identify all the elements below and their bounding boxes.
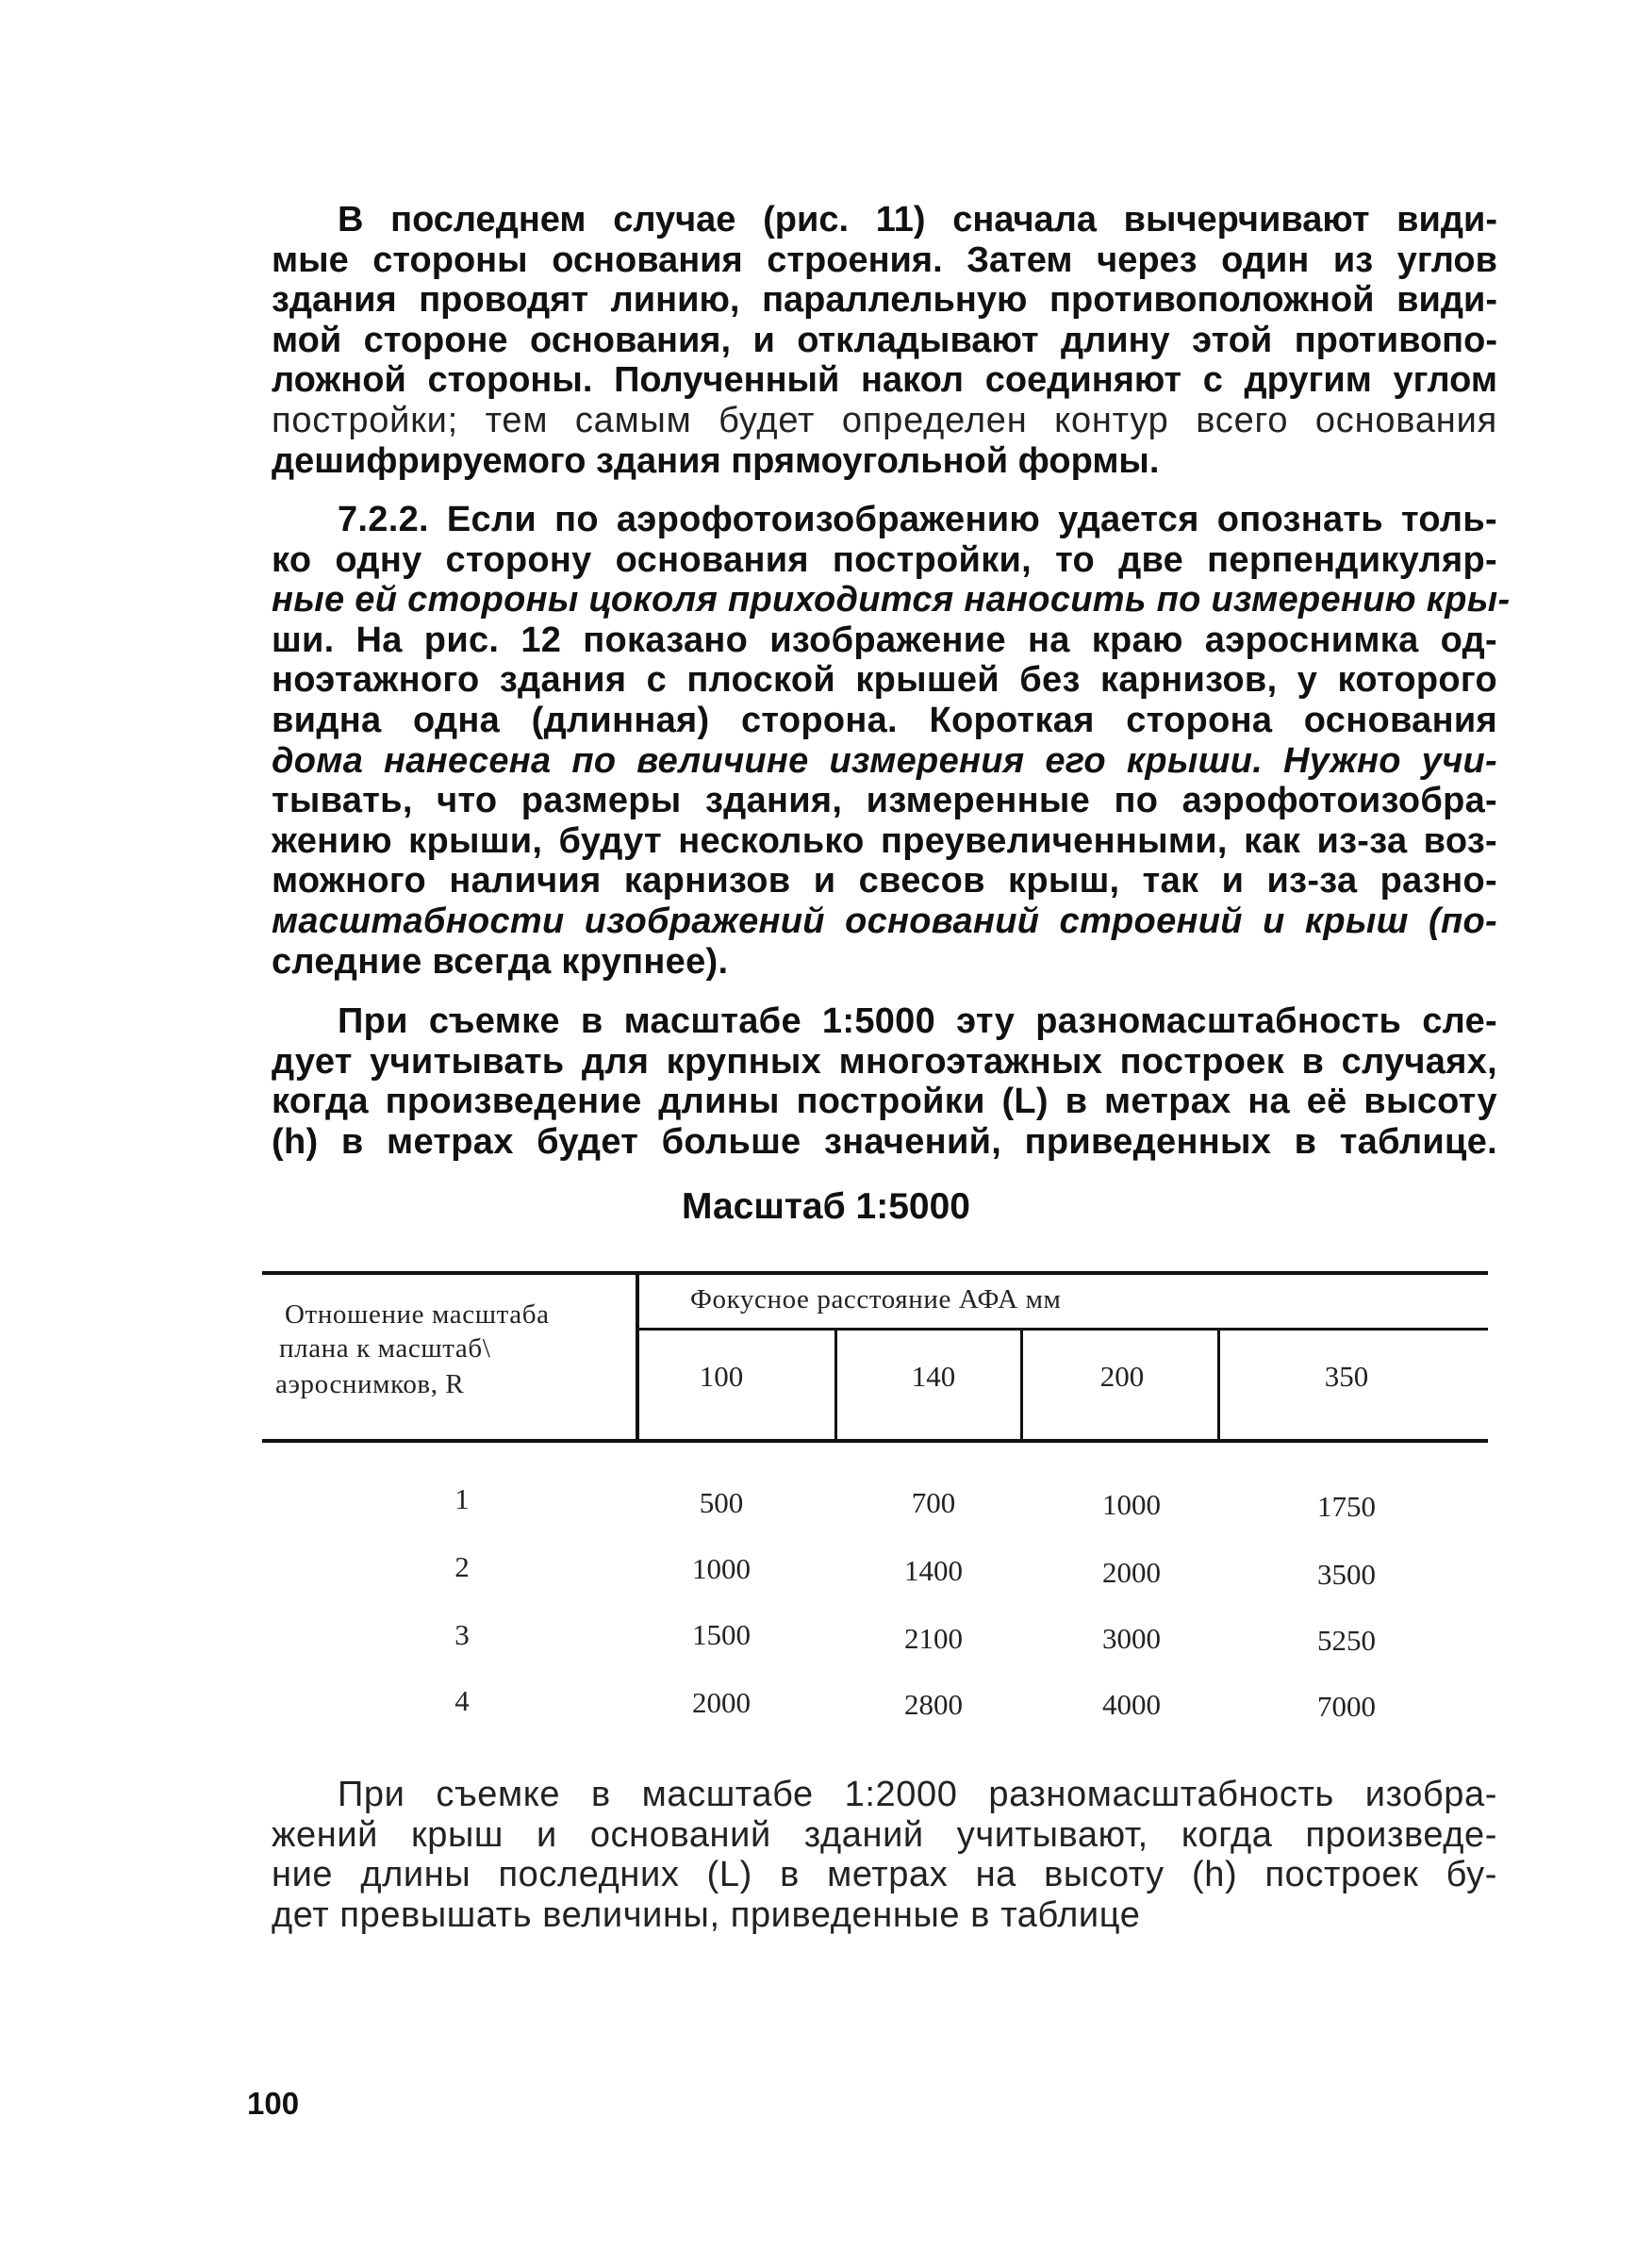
table-cell: 2000 <box>1102 1556 1161 1589</box>
text-line: дома нанесена по величине измерения его крыши. Нужно учи- <box>272 740 1497 781</box>
text-line: ши. На рис. 12 показано изображение на краю аэроснимка од- <box>272 620 1497 660</box>
page-number: 100 <box>247 2086 300 2121</box>
text-line: здания проводят линию, параллельную противоположной види- <box>272 280 1497 321</box>
text-line: При съемке в масштабе 1:5000 эту разномасштабность сле- <box>338 1001 1497 1041</box>
table-column-header: 350 <box>1324 1360 1369 1393</box>
table-cell: 1500 <box>692 1618 751 1651</box>
text-line: ко одну сторону основания постройки, то две перпендикуляр- <box>272 539 1497 580</box>
text-line: дет превышать величины, приведенные в таблице <box>272 1894 1141 1935</box>
paragraph-4 <box>272 1775 1497 1935</box>
table-cell-r: 2 <box>454 1550 470 1583</box>
table-cell-r: 1 <box>454 1482 470 1515</box>
table-cell: 7000 <box>1317 1690 1376 1723</box>
table-cell: 2000 <box>692 1686 751 1719</box>
text-line: мые стороны основания строения. Затем через один из углов <box>272 240 1497 280</box>
table-column-header: 140 <box>911 1360 956 1393</box>
text-line: масштабности изображений оснований строений и крыш (по- <box>272 901 1497 941</box>
text-line: можного наличия карнизов и свесов крыш, так и из-за разно- <box>272 861 1497 901</box>
table-column-header: 100 <box>699 1360 744 1393</box>
text-line: При съемке в масштабе 1:2000 разномасштабность изобра- <box>338 1775 1497 1814</box>
table-column-header: 200 <box>1099 1360 1145 1393</box>
text-line: постройки; тем самым будет определен контур всего основания <box>272 400 1497 440</box>
table-column-divider <box>636 1271 639 1443</box>
table-caption: Масштаб 1:5000 <box>681 1186 970 1227</box>
table-cell: 4000 <box>1102 1688 1161 1721</box>
text-line: видна одна (длинная) сторона. Короткая сторона основания <box>272 700 1497 740</box>
table-cell-r: 4 <box>454 1684 470 1717</box>
table-column-divider <box>1217 1330 1220 1441</box>
table-group-header: Фокусное расстояние АФА мм <box>690 1284 1062 1314</box>
table-column-divider <box>1020 1330 1023 1441</box>
table-cell-r: 3 <box>454 1618 470 1651</box>
text-line: ноэтажного здания с плоской крышей без карнизов, у которого <box>272 660 1497 701</box>
table-cell: 1000 <box>1102 1488 1161 1521</box>
table-cell: 5250 <box>1317 1624 1376 1657</box>
text-line: дешифрируемого здания прямоугольной формы. <box>272 440 1160 481</box>
text-line: жений крыш и оснований зданий учитывают, когда произведе- <box>272 1814 1497 1855</box>
table-cell: 3000 <box>1102 1622 1161 1655</box>
table-cell: 500 <box>699 1486 744 1519</box>
table-cell: 2100 <box>904 1622 963 1655</box>
table-cell: 1000 <box>692 1552 751 1585</box>
table-cell: 700 <box>911 1486 956 1519</box>
text-line: ные ей стороны цоколя приходится наносить по измерению кры- <box>272 580 1511 620</box>
text-line: дует учитывать для крупных многоэтажных построек в случаях, <box>272 1041 1497 1082</box>
table-cell: 3500 <box>1317 1558 1376 1591</box>
table-row-header-line: Отношение масштаба <box>285 1299 550 1330</box>
text-line: жению крыши, будут несколько преувеличенными, как из-за воз- <box>272 820 1497 861</box>
text-line: мой стороне основания, и откладывают длину этой противопо- <box>272 320 1497 360</box>
table-row-header-line: аэроснимков, R <box>275 1369 465 1399</box>
paragraph-2 <box>272 500 1511 982</box>
paragraph-1 <box>272 200 1497 481</box>
text-line: следние всегда крупнее). <box>272 941 729 982</box>
text-line: когда произведение длины постройки (L) в метрах на её высоту <box>272 1082 1497 1122</box>
text-line: (h) в метрах будет больше значений, приведенных в таблице. <box>272 1121 1497 1162</box>
text-line: ложной стороны. Полученный накол соединяют с другим углом <box>272 360 1497 401</box>
table-header-bottom-rule <box>262 1439 1488 1443</box>
table-column-divider <box>834 1330 837 1441</box>
text-line: 7.2.2. Если по аэрофотоизображению удается опознать толь- <box>338 500 1497 539</box>
text-line: тывать, что размеры здания, измеренные по аэрофотоизобра- <box>272 781 1497 821</box>
table-cell: 1400 <box>904 1554 963 1587</box>
table-row-header-line: плана к масштаб\ <box>279 1333 491 1364</box>
table-cell: 1750 <box>1317 1490 1376 1523</box>
text-line: В последнем случае (рис. 11) сначала вычерчивают види- <box>338 200 1497 240</box>
text-line: ние длины последних (L) в метрах на высоту (h) построек бу- <box>272 1855 1497 1895</box>
table-top-rule <box>262 1271 1488 1275</box>
paragraph-3 <box>272 1001 1497 1162</box>
table-cell: 2800 <box>904 1688 963 1721</box>
table-subheader-rule <box>637 1328 1488 1331</box>
